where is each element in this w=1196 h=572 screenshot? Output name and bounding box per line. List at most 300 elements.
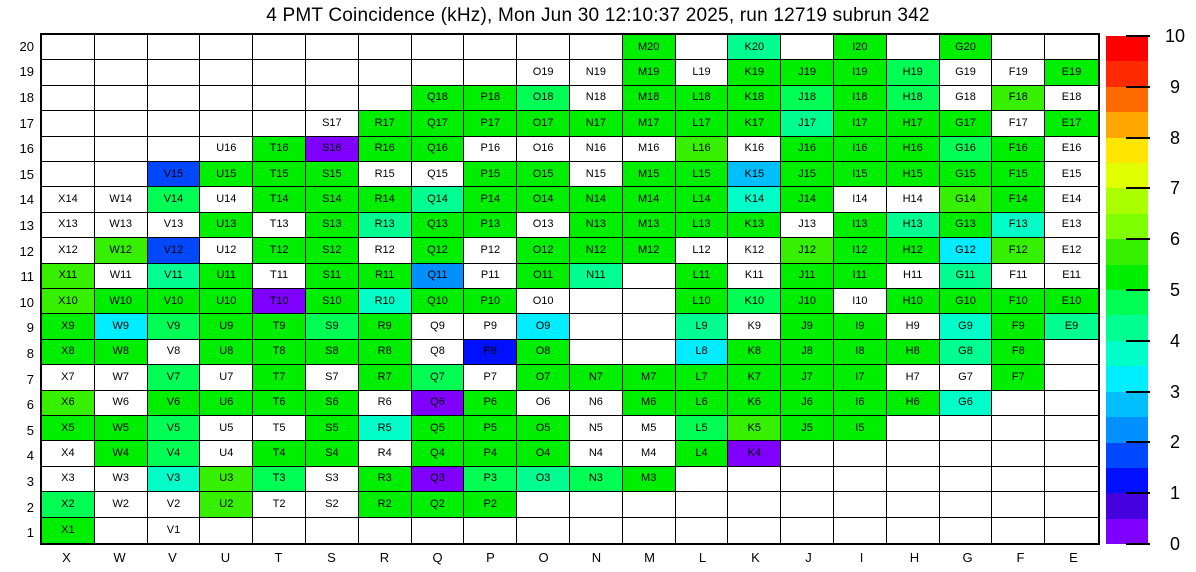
grid-cell: H7 xyxy=(887,365,940,390)
grid-cell: Q16 xyxy=(412,137,465,162)
grid-cell: I5 xyxy=(834,416,887,441)
grid-cell: X2 xyxy=(42,492,95,517)
y-axis-label: 3 xyxy=(26,474,34,489)
colorbar-segment xyxy=(1106,519,1148,544)
grid-cell: Q11 xyxy=(412,264,465,289)
grid-cell: I11 xyxy=(834,264,887,289)
grid-cell: G12 xyxy=(940,238,993,263)
grid-cell: E15 xyxy=(1045,162,1098,187)
grid-cell: H16 xyxy=(887,137,940,162)
colorbar-segment xyxy=(1106,163,1148,188)
grid-cell: V13 xyxy=(148,213,201,238)
grid-cell: L12 xyxy=(676,238,729,263)
grid-cell: W11 xyxy=(95,264,148,289)
x-axis-label: J xyxy=(805,550,812,565)
grid-cell: J18 xyxy=(781,86,834,111)
grid-cell: U7 xyxy=(200,365,253,390)
grid-cell: X4 xyxy=(42,441,95,466)
grid-cell: S17 xyxy=(306,111,359,136)
grid-cell: E9 xyxy=(1045,314,1098,339)
grid-cell: T15 xyxy=(253,162,306,187)
grid-cell: S13 xyxy=(306,213,359,238)
grid-cell: S6 xyxy=(306,391,359,416)
colorbar-segment xyxy=(1106,138,1148,163)
grid-cell xyxy=(887,467,940,492)
grid-cell: I15 xyxy=(834,162,887,187)
grid-cell: M7 xyxy=(623,365,676,390)
grid-cell: V6 xyxy=(148,391,201,416)
x-axis-label: V xyxy=(168,550,177,565)
x-axis-label: H xyxy=(909,550,920,565)
grid-cell: T5 xyxy=(253,416,306,441)
y-axis-label: 10 xyxy=(19,294,34,310)
x-axis-label: U xyxy=(220,550,231,565)
grid-cell: V4 xyxy=(148,441,201,466)
grid-cell: E12 xyxy=(1045,238,1098,263)
grid-cell: J11 xyxy=(781,264,834,289)
grid-cell: M17 xyxy=(623,111,676,136)
grid-cell: R13 xyxy=(359,213,412,238)
grid-cell: L14 xyxy=(676,187,729,212)
grid-cell: N5 xyxy=(570,416,623,441)
grid-cell: X12 xyxy=(42,238,95,263)
grid-cell: J5 xyxy=(781,416,834,441)
grid-cell: H15 xyxy=(887,162,940,187)
grid-cell: K16 xyxy=(728,137,781,162)
y-axis-label: 9 xyxy=(26,320,34,336)
grid-cell xyxy=(728,492,781,517)
grid-cell: J7 xyxy=(781,365,834,390)
y-axis-label: 11 xyxy=(20,269,34,285)
grid-cell xyxy=(570,289,623,314)
colorbar-tick-label: 9 xyxy=(1169,76,1180,97)
grid-cell xyxy=(1045,416,1098,441)
grid-cell: V11 xyxy=(148,264,201,289)
grid-cell: P14 xyxy=(464,187,517,212)
grid-cell: T4 xyxy=(253,441,306,466)
y-axis-label: 7 xyxy=(26,371,34,387)
colorbar-segment xyxy=(1106,290,1148,315)
grid-cell: V5 xyxy=(148,416,201,441)
grid-cell: V15 xyxy=(148,162,201,187)
grid-cell: M3 xyxy=(623,467,676,492)
grid-cell: U2 xyxy=(200,492,253,517)
grid-cell: X9 xyxy=(42,314,95,339)
grid-cell xyxy=(253,35,306,60)
grid-cell: N11 xyxy=(570,264,623,289)
grid-cell: P15 xyxy=(464,162,517,187)
x-axis-label: T xyxy=(274,550,283,565)
grid-cell: P7 xyxy=(464,365,517,390)
grid-cell: S7 xyxy=(306,365,359,390)
y-axis-label: 16 xyxy=(19,141,34,157)
grid-cell: W6 xyxy=(95,391,148,416)
grid-cell xyxy=(306,86,359,111)
grid-cell: I10 xyxy=(834,289,887,314)
grid-cell xyxy=(992,467,1045,492)
grid-cell xyxy=(1045,391,1098,416)
grid-cell: O7 xyxy=(517,365,570,390)
grid-cell: W5 xyxy=(95,416,148,441)
grid-cell: W9 xyxy=(95,314,148,339)
colorbar-tick-label: 10 xyxy=(1164,26,1186,46)
grid-cell: R8 xyxy=(359,340,412,365)
grid-cell: I13 xyxy=(834,213,887,238)
grid-cell: W10 xyxy=(95,289,148,314)
grid-cell: M4 xyxy=(623,441,676,466)
grid-cell: Q13 xyxy=(412,213,465,238)
grid-cell: V9 xyxy=(148,314,201,339)
grid-cell xyxy=(148,60,201,85)
colorbar-tick-label: 7 xyxy=(1169,178,1180,199)
grid-cell: R7 xyxy=(359,365,412,390)
colorbar-segment xyxy=(1106,392,1148,417)
grid-cell: O14 xyxy=(517,187,570,212)
grid-cell: X11 xyxy=(42,264,95,289)
y-axis-label: 6 xyxy=(26,397,34,413)
grid-cell xyxy=(992,416,1045,441)
grid-cell: K7 xyxy=(728,365,781,390)
colorbar-segment xyxy=(1106,265,1148,290)
grid-cell: U15 xyxy=(200,162,253,187)
grid-cell: G13 xyxy=(940,213,993,238)
grid-cell: J17 xyxy=(781,111,834,136)
grid-cell: H18 xyxy=(887,86,940,111)
grid-cell: I9 xyxy=(834,314,887,339)
grid-cell xyxy=(148,137,201,162)
colorbar-tick xyxy=(1126,391,1150,393)
grid-cell xyxy=(940,416,993,441)
grid-cell: N3 xyxy=(570,467,623,492)
colorbar-segment xyxy=(1106,443,1148,468)
grid-cell: P9 xyxy=(464,314,517,339)
grid-cell: O3 xyxy=(517,467,570,492)
grid-cell: S14 xyxy=(306,187,359,212)
grid-cell: I20 xyxy=(834,35,887,60)
grid-cell: V8 xyxy=(148,340,201,365)
grid-cell: Q12 xyxy=(412,238,465,263)
grid-cell: H14 xyxy=(887,187,940,212)
grid-cell xyxy=(253,111,306,136)
grid-cell: G10 xyxy=(940,289,993,314)
grid-cell: O5 xyxy=(517,416,570,441)
grid-cell xyxy=(464,35,517,60)
grid-cell xyxy=(940,441,993,466)
x-axis-label: I xyxy=(859,550,864,565)
grid-cell: R5 xyxy=(359,416,412,441)
grid-cell: S3 xyxy=(306,467,359,492)
grid-cell: K18 xyxy=(728,86,781,111)
grid-cell: F7 xyxy=(992,365,1045,390)
grid-cell: F9 xyxy=(992,314,1045,339)
grid-cell: H6 xyxy=(887,391,940,416)
grid-cell xyxy=(1045,365,1098,390)
grid-cell: I16 xyxy=(834,137,887,162)
grid-cell: R17 xyxy=(359,111,412,136)
colorbar-segment xyxy=(1106,417,1148,442)
grid-cell: J12 xyxy=(781,238,834,263)
grid-cell: U11 xyxy=(200,264,253,289)
grid-cell: K9 xyxy=(728,314,781,339)
grid-cell xyxy=(781,441,834,466)
grid-cell: T3 xyxy=(253,467,306,492)
grid-cell: F8 xyxy=(992,340,1045,365)
grid-cell: R10 xyxy=(359,289,412,314)
x-axis-label: L xyxy=(698,550,707,565)
grid-cell: F15 xyxy=(992,162,1045,187)
grid-cell: L9 xyxy=(676,314,729,339)
grid-cell xyxy=(1045,518,1098,543)
grid-cell xyxy=(95,60,148,85)
grid-cell: O9 xyxy=(517,314,570,339)
colorbar-segment xyxy=(1106,61,1148,86)
grid-cell: F10 xyxy=(992,289,1045,314)
grid-cell: N4 xyxy=(570,441,623,466)
x-axis-label: S xyxy=(327,550,336,565)
grid-cell xyxy=(359,518,412,543)
grid-cell xyxy=(570,314,623,339)
x-axis-label: X xyxy=(62,550,71,565)
grid-cell: T9 xyxy=(253,314,306,339)
grid-cell: T8 xyxy=(253,340,306,365)
grid-cell xyxy=(940,492,993,517)
grid-cell xyxy=(623,289,676,314)
grid-cell: O19 xyxy=(517,60,570,85)
grid-cell: W4 xyxy=(95,441,148,466)
grid-cell: G15 xyxy=(940,162,993,187)
grid-cell: P4 xyxy=(464,441,517,466)
colorbar-tick xyxy=(1126,86,1150,88)
grid-cell: Q8 xyxy=(412,340,465,365)
grid-cell: R11 xyxy=(359,264,412,289)
grid-cell xyxy=(42,35,95,60)
grid-cell: N6 xyxy=(570,391,623,416)
grid-cell xyxy=(623,340,676,365)
grid-cell: H8 xyxy=(887,340,940,365)
grid-cell: I18 xyxy=(834,86,887,111)
grid-cell xyxy=(992,35,1045,60)
grid-cell xyxy=(42,60,95,85)
grid-cell xyxy=(200,518,253,543)
grid-cell: S15 xyxy=(306,162,359,187)
grid-cell: T16 xyxy=(253,137,306,162)
grid-cell xyxy=(992,492,1045,517)
grid-cell: U9 xyxy=(200,314,253,339)
grid-cell: H17 xyxy=(887,111,940,136)
grid-cell: R12 xyxy=(359,238,412,263)
grid-cell: L4 xyxy=(676,441,729,466)
grid-cell xyxy=(623,518,676,543)
grid-cell: K19 xyxy=(728,60,781,85)
grid-cell: M15 xyxy=(623,162,676,187)
grid-cell xyxy=(359,60,412,85)
grid-cell xyxy=(728,467,781,492)
grid-cell: N15 xyxy=(570,162,623,187)
grid-cell xyxy=(940,518,993,543)
y-axis-label: 15 xyxy=(19,166,34,182)
grid-cell: T11 xyxy=(253,264,306,289)
grid-cell: I7 xyxy=(834,365,887,390)
grid-cell: W13 xyxy=(95,213,148,238)
grid-cell: S16 xyxy=(306,137,359,162)
grid-cell: P8 xyxy=(464,340,517,365)
x-axis-label: R xyxy=(379,550,390,565)
colorbar-tick xyxy=(1126,543,1150,545)
grid-cell: O6 xyxy=(517,391,570,416)
grid-cell: E14 xyxy=(1045,187,1098,212)
grid-cell xyxy=(623,492,676,517)
colorbar-tick xyxy=(1126,238,1150,240)
grid-cell: U12 xyxy=(200,238,253,263)
grid-cell: W8 xyxy=(95,340,148,365)
grid-cell: F11 xyxy=(992,264,1045,289)
grid-cell: S10 xyxy=(306,289,359,314)
grid-cell: Q7 xyxy=(412,365,465,390)
grid-cell xyxy=(95,518,148,543)
grid-cell xyxy=(306,35,359,60)
grid-cell: L18 xyxy=(676,86,729,111)
grid-cell: U8 xyxy=(200,340,253,365)
grid-cell: L5 xyxy=(676,416,729,441)
grid-cell: E17 xyxy=(1045,111,1098,136)
grid-cell xyxy=(464,60,517,85)
y-axis-label: 1 xyxy=(26,525,34,541)
grid-cell: X5 xyxy=(42,416,95,441)
grid-cell xyxy=(834,467,887,492)
grid-cell: H19 xyxy=(887,60,940,85)
grid-cell xyxy=(253,518,306,543)
grid-cell xyxy=(781,518,834,543)
grid-cell xyxy=(1045,467,1098,492)
grid-cell xyxy=(887,518,940,543)
grid-cell xyxy=(359,86,412,111)
grid-cell: R14 xyxy=(359,187,412,212)
grid-cell: N12 xyxy=(570,238,623,263)
grid-cell: O15 xyxy=(517,162,570,187)
grid-cell xyxy=(992,518,1045,543)
x-axis-label: F xyxy=(1016,550,1025,565)
grid-cell: J19 xyxy=(781,60,834,85)
grid-cell xyxy=(676,518,729,543)
grid-cell xyxy=(517,518,570,543)
grid-cell: P11 xyxy=(464,264,517,289)
grid-cell: L11 xyxy=(676,264,729,289)
grid-cell: K12 xyxy=(728,238,781,263)
grid-cell xyxy=(623,264,676,289)
colorbar-tick-label: 1 xyxy=(1169,483,1180,504)
y-axis-label: 8 xyxy=(26,346,34,361)
grid-cell: J10 xyxy=(781,289,834,314)
grid-cell: H13 xyxy=(887,213,940,238)
grid-cell: Q4 xyxy=(412,441,465,466)
grid-cell: P5 xyxy=(464,416,517,441)
colorbar-tick-label: 5 xyxy=(1169,280,1180,300)
grid-cell: Q3 xyxy=(412,467,465,492)
grid-cell: Q10 xyxy=(412,289,465,314)
grid-cell xyxy=(1045,340,1098,365)
grid-cell: F16 xyxy=(992,137,1045,162)
grid-cell: K15 xyxy=(728,162,781,187)
grid-cell: Q18 xyxy=(412,86,465,111)
grid-cell xyxy=(200,35,253,60)
grid-cell: P17 xyxy=(464,111,517,136)
grid-cell xyxy=(306,60,359,85)
grid-cell: K11 xyxy=(728,264,781,289)
grid-cell: J14 xyxy=(781,187,834,212)
grid-cell xyxy=(464,518,517,543)
grid-cell: W7 xyxy=(95,365,148,390)
x-axis-label: Q xyxy=(432,550,443,565)
grid-cell: F14 xyxy=(992,187,1045,212)
grid-cell: U3 xyxy=(200,467,253,492)
grid-cell: O10 xyxy=(517,289,570,314)
grid-cell: U4 xyxy=(200,441,253,466)
grid-cell xyxy=(42,111,95,136)
colorbar-segment xyxy=(1106,366,1148,391)
grid-cell: P13 xyxy=(464,213,517,238)
x-axis-label: O xyxy=(538,550,549,565)
grid-cell: R15 xyxy=(359,162,412,187)
grid-cell: H9 xyxy=(887,314,940,339)
grid-cell xyxy=(834,492,887,517)
grid-cell xyxy=(887,441,940,466)
grid-cell: T10 xyxy=(253,289,306,314)
grid-cell xyxy=(676,467,729,492)
grid-cell: V1 xyxy=(148,518,201,543)
grid-cell: N13 xyxy=(570,213,623,238)
colorbar-tick-label: 4 xyxy=(1169,330,1180,351)
grid-cell xyxy=(359,35,412,60)
grid-cell xyxy=(95,162,148,187)
grid-cell: M14 xyxy=(623,187,676,212)
grid-cell: G17 xyxy=(940,111,993,136)
grid-cell: K14 xyxy=(728,187,781,212)
y-axis-label: 2 xyxy=(26,499,34,515)
grid-cell: S8 xyxy=(306,340,359,365)
grid-cell: G9 xyxy=(940,314,993,339)
chart-title: 4 PMT Coincidence (kHz), Mon Jun 30 12:10:37 2025, run 12719 subrun 342 xyxy=(266,5,930,26)
colorbar-segment xyxy=(1106,315,1148,340)
grid-cell: U5 xyxy=(200,416,253,441)
grid-cell xyxy=(517,35,570,60)
grid-cell: N17 xyxy=(570,111,623,136)
grid-cell: W2 xyxy=(95,492,148,517)
grid-cell: O13 xyxy=(517,213,570,238)
heatmap-grid xyxy=(40,33,1100,545)
grid-cell: F17 xyxy=(992,111,1045,136)
grid-cell: P3 xyxy=(464,467,517,492)
grid-cell: R6 xyxy=(359,391,412,416)
grid-cell: K10 xyxy=(728,289,781,314)
grid-cell: R3 xyxy=(359,467,412,492)
grid-cell xyxy=(623,314,676,339)
grid-cell: W14 xyxy=(95,187,148,212)
grid-cell: K20 xyxy=(728,35,781,60)
grid-cell: X14 xyxy=(42,187,95,212)
grid-cell: X3 xyxy=(42,467,95,492)
grid-cell: O12 xyxy=(517,238,570,263)
colorbar-segment xyxy=(1106,214,1148,239)
grid-cell xyxy=(148,111,201,136)
grid-cell: J16 xyxy=(781,137,834,162)
grid-cell: J15 xyxy=(781,162,834,187)
grid-cell: W3 xyxy=(95,467,148,492)
grid-cell: Q9 xyxy=(412,314,465,339)
grid-cell xyxy=(992,441,1045,466)
colorbar-tick-label: 8 xyxy=(1169,127,1180,148)
grid-cell: L8 xyxy=(676,340,729,365)
grid-cell xyxy=(253,86,306,111)
